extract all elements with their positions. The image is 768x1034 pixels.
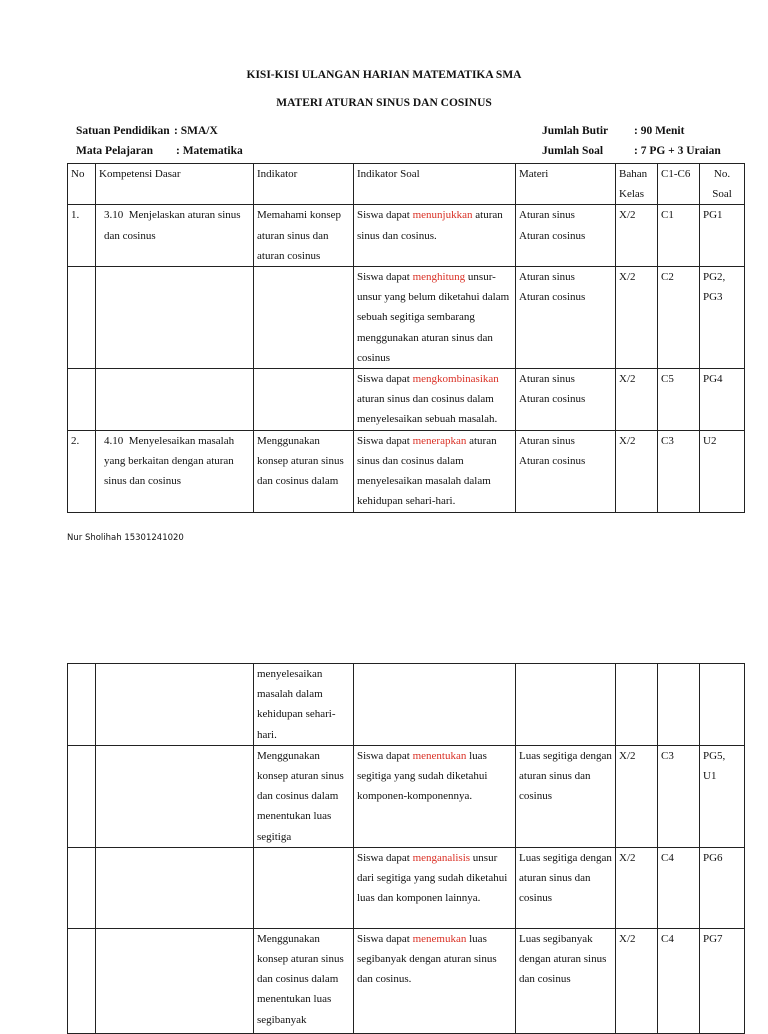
materi-line-2: Aturan cosinus bbox=[519, 393, 586, 406]
butir-value: : 90 Menit bbox=[634, 125, 685, 137]
soal-post: unsur dari segitiga yang sudah diketahui luas dan komponen lainnya. bbox=[357, 851, 508, 905]
table-row bbox=[68, 847, 745, 928]
row-soal: PG6 bbox=[700, 847, 745, 928]
soal-post: luas segitiga yang sudah diketahui komponen-komponennya. bbox=[357, 749, 488, 803]
soal-pre: Siswa dapat bbox=[357, 209, 413, 222]
soal-verb: menunjukkan bbox=[412, 209, 473, 222]
table-row bbox=[68, 664, 745, 746]
row-c bbox=[658, 664, 700, 746]
row-kelas: X/2 bbox=[616, 205, 658, 267]
row-materi: Luas segitiga dengan aturan sinus dan cosinus bbox=[516, 847, 616, 928]
materi-line-2: Aturan cosinus bbox=[519, 229, 586, 242]
row-no bbox=[68, 928, 96, 1033]
row-materi bbox=[516, 205, 616, 267]
row-no bbox=[68, 267, 96, 369]
soal-label: Jumlah Soal bbox=[542, 145, 604, 157]
kisi-table-page2 bbox=[67, 663, 745, 1034]
row-soal: PG2, PG3 bbox=[700, 267, 745, 369]
row-indikator bbox=[254, 267, 354, 369]
row-soal: PG1 bbox=[700, 205, 745, 267]
soal-pre: Siswa dapat bbox=[357, 434, 413, 447]
row-indikator-soal bbox=[354, 847, 516, 928]
row-kd bbox=[96, 847, 254, 928]
row-indikator: menyelesaikan masalah dalam kehidupan sehari-hari. bbox=[254, 664, 354, 746]
satuan-value: : SMA/X bbox=[174, 125, 218, 137]
row-kelas: X/2 bbox=[616, 369, 658, 431]
row-kd bbox=[96, 745, 254, 847]
row-no bbox=[68, 745, 96, 847]
table-header-row bbox=[68, 164, 745, 205]
soal-pre: Siswa dapat bbox=[357, 373, 413, 386]
row-indikator-soal bbox=[354, 369, 516, 431]
soal-verb: menghitung bbox=[412, 271, 466, 284]
row-indikator-soal bbox=[354, 267, 516, 369]
kd-text: Menyelesaikan masalah yang berkaitan dengan aturan sinus dan cosinus bbox=[104, 434, 235, 488]
row-kd bbox=[96, 369, 254, 431]
materi-line-1: Aturan sinus bbox=[519, 271, 575, 284]
kd-code: 3.10 bbox=[104, 209, 124, 222]
row-indikator: Menggunakan konsep aturan sinus dan cosinus dalam bbox=[254, 430, 354, 512]
header-no: No bbox=[68, 164, 96, 205]
row-kelas bbox=[616, 664, 658, 746]
row-no bbox=[68, 664, 96, 746]
row-indikator-soal bbox=[354, 745, 516, 847]
row-materi: Luas segibanyak dengan aturan sinus dan cosinus bbox=[516, 928, 616, 1033]
row-soal: PG7 bbox=[700, 928, 745, 1033]
table-row bbox=[68, 267, 745, 369]
row-c: C1 bbox=[658, 205, 700, 267]
row-kd bbox=[96, 430, 254, 512]
materi-line-1: Aturan sinus bbox=[519, 373, 575, 386]
row-indikator-soal bbox=[354, 205, 516, 267]
header-indikator: Indikator bbox=[254, 164, 354, 205]
row-indikator bbox=[254, 847, 354, 928]
row-materi bbox=[516, 664, 616, 746]
row-materi: Luas segitiga dengan aturan sinus dan cosinus bbox=[516, 745, 616, 847]
row-soal: U2 bbox=[700, 430, 745, 512]
header-indikator-soal: Indikator Soal bbox=[354, 164, 516, 205]
soal-post: unsur-unsur yang belum diketahui dalam sebuah segitiga sembarang menggunakan aturan sinus dan cosinus bbox=[357, 271, 510, 364]
row-soal: PG5, U1 bbox=[700, 745, 745, 847]
soal-value: : 7 PG + 3 Uraian bbox=[634, 145, 721, 157]
row-kelas: X/2 bbox=[616, 847, 658, 928]
row-no bbox=[68, 369, 96, 431]
row-materi bbox=[516, 369, 616, 431]
soal-pre: Siswa dapat bbox=[357, 932, 413, 945]
row-materi bbox=[516, 267, 616, 369]
soal-post: luas segibanyak dengan aturan sinus dan cosinus. bbox=[357, 932, 497, 986]
row-kd bbox=[96, 664, 254, 746]
header-no-soal: No. Soal bbox=[700, 164, 745, 205]
row-c: C4 bbox=[658, 847, 700, 928]
row-c: C3 bbox=[658, 745, 700, 847]
soal-verb: menemukan bbox=[412, 932, 467, 945]
soal-verb: menerapkan bbox=[412, 434, 467, 447]
mapel-value: : Matematika bbox=[176, 145, 243, 157]
table-row bbox=[68, 430, 745, 512]
table-row bbox=[68, 369, 745, 431]
row-indikator: Memahami konsep aturan sinus dan aturan cosinus bbox=[254, 205, 354, 267]
soal-verb: menentukan bbox=[412, 749, 467, 762]
materi-line-2: Aturan cosinus bbox=[519, 291, 586, 304]
soal-post: aturan sinus dan cosinus dalam menyelesaikan masalah dalam kehidupan sehari-hari. bbox=[357, 434, 497, 508]
row-soal: PG4 bbox=[700, 369, 745, 431]
row-indikator: Menggunakan konsep aturan sinus dan cosinus dalam menentukan luas segibanyak bbox=[254, 928, 354, 1033]
row-no bbox=[68, 847, 96, 928]
document-title: KISI-KISI ULANGAN HARIAN MATEMATIKA SMA bbox=[246, 69, 522, 81]
soal-verb: mengkombinasikan bbox=[412, 373, 499, 386]
kd-code: 4.10 bbox=[104, 434, 124, 447]
row-indikator: Menggunakan konsep aturan sinus dan cosinus dalam menentukan luas segitiga bbox=[254, 745, 354, 847]
row-c: C3 bbox=[658, 430, 700, 512]
materi-line-2: Aturan cosinus bbox=[519, 454, 586, 467]
header-bahan-kelas: Bahan Kelas bbox=[616, 164, 658, 205]
row-kelas: X/2 bbox=[616, 430, 658, 512]
butir-label: Jumlah Butir bbox=[542, 125, 609, 137]
header-materi: Materi bbox=[516, 164, 616, 205]
satuan-label: Satuan Pendidikan bbox=[76, 125, 170, 137]
soal-pre: Siswa dapat bbox=[357, 271, 413, 284]
row-c: C5 bbox=[658, 369, 700, 431]
row-kelas: X/2 bbox=[616, 745, 658, 847]
row-indikator bbox=[254, 369, 354, 431]
row-no: 2. bbox=[68, 430, 96, 512]
row-no: 1. bbox=[68, 205, 96, 267]
materi-line-1: Aturan sinus bbox=[519, 209, 575, 222]
row-indikator-soal bbox=[354, 664, 516, 746]
row-kd bbox=[96, 928, 254, 1033]
row-kd bbox=[96, 205, 254, 267]
table-row bbox=[68, 745, 745, 847]
soal-post: aturan sinus dan cosinus. bbox=[357, 209, 503, 242]
row-materi bbox=[516, 430, 616, 512]
soal-post: aturan sinus dan cosinus dalam menyelesaikan sebuah masalah. bbox=[357, 393, 498, 426]
kisi-table-page1 bbox=[67, 163, 745, 513]
row-indikator-soal bbox=[354, 430, 516, 512]
soal-pre: Siswa dapat bbox=[357, 851, 413, 864]
row-kelas: X/2 bbox=[616, 267, 658, 369]
table-row bbox=[68, 205, 745, 267]
kd-text: Menjelaskan aturan sinus dan cosinus bbox=[104, 209, 241, 242]
materi-line-1: Aturan sinus bbox=[519, 434, 575, 447]
header-kd: Kompetensi Dasar bbox=[96, 164, 254, 205]
row-kd bbox=[96, 267, 254, 369]
document-subtitle: MATERI ATURAN SINUS DAN COSINUS bbox=[276, 97, 492, 109]
row-indikator-soal bbox=[354, 928, 516, 1033]
header-c: C1-C6 bbox=[658, 164, 700, 205]
soal-pre: Siswa dapat bbox=[357, 749, 413, 762]
row-c: C4 bbox=[658, 928, 700, 1033]
row-c: C2 bbox=[658, 267, 700, 369]
row-soal bbox=[700, 664, 745, 746]
soal-verb: menganalisis bbox=[412, 851, 471, 864]
row-kelas: X/2 bbox=[616, 928, 658, 1033]
author-footer: Nur Sholihah 15301241020 bbox=[67, 533, 184, 543]
mapel-label: Mata Pelajaran bbox=[76, 145, 153, 157]
table-row bbox=[68, 928, 745, 1033]
